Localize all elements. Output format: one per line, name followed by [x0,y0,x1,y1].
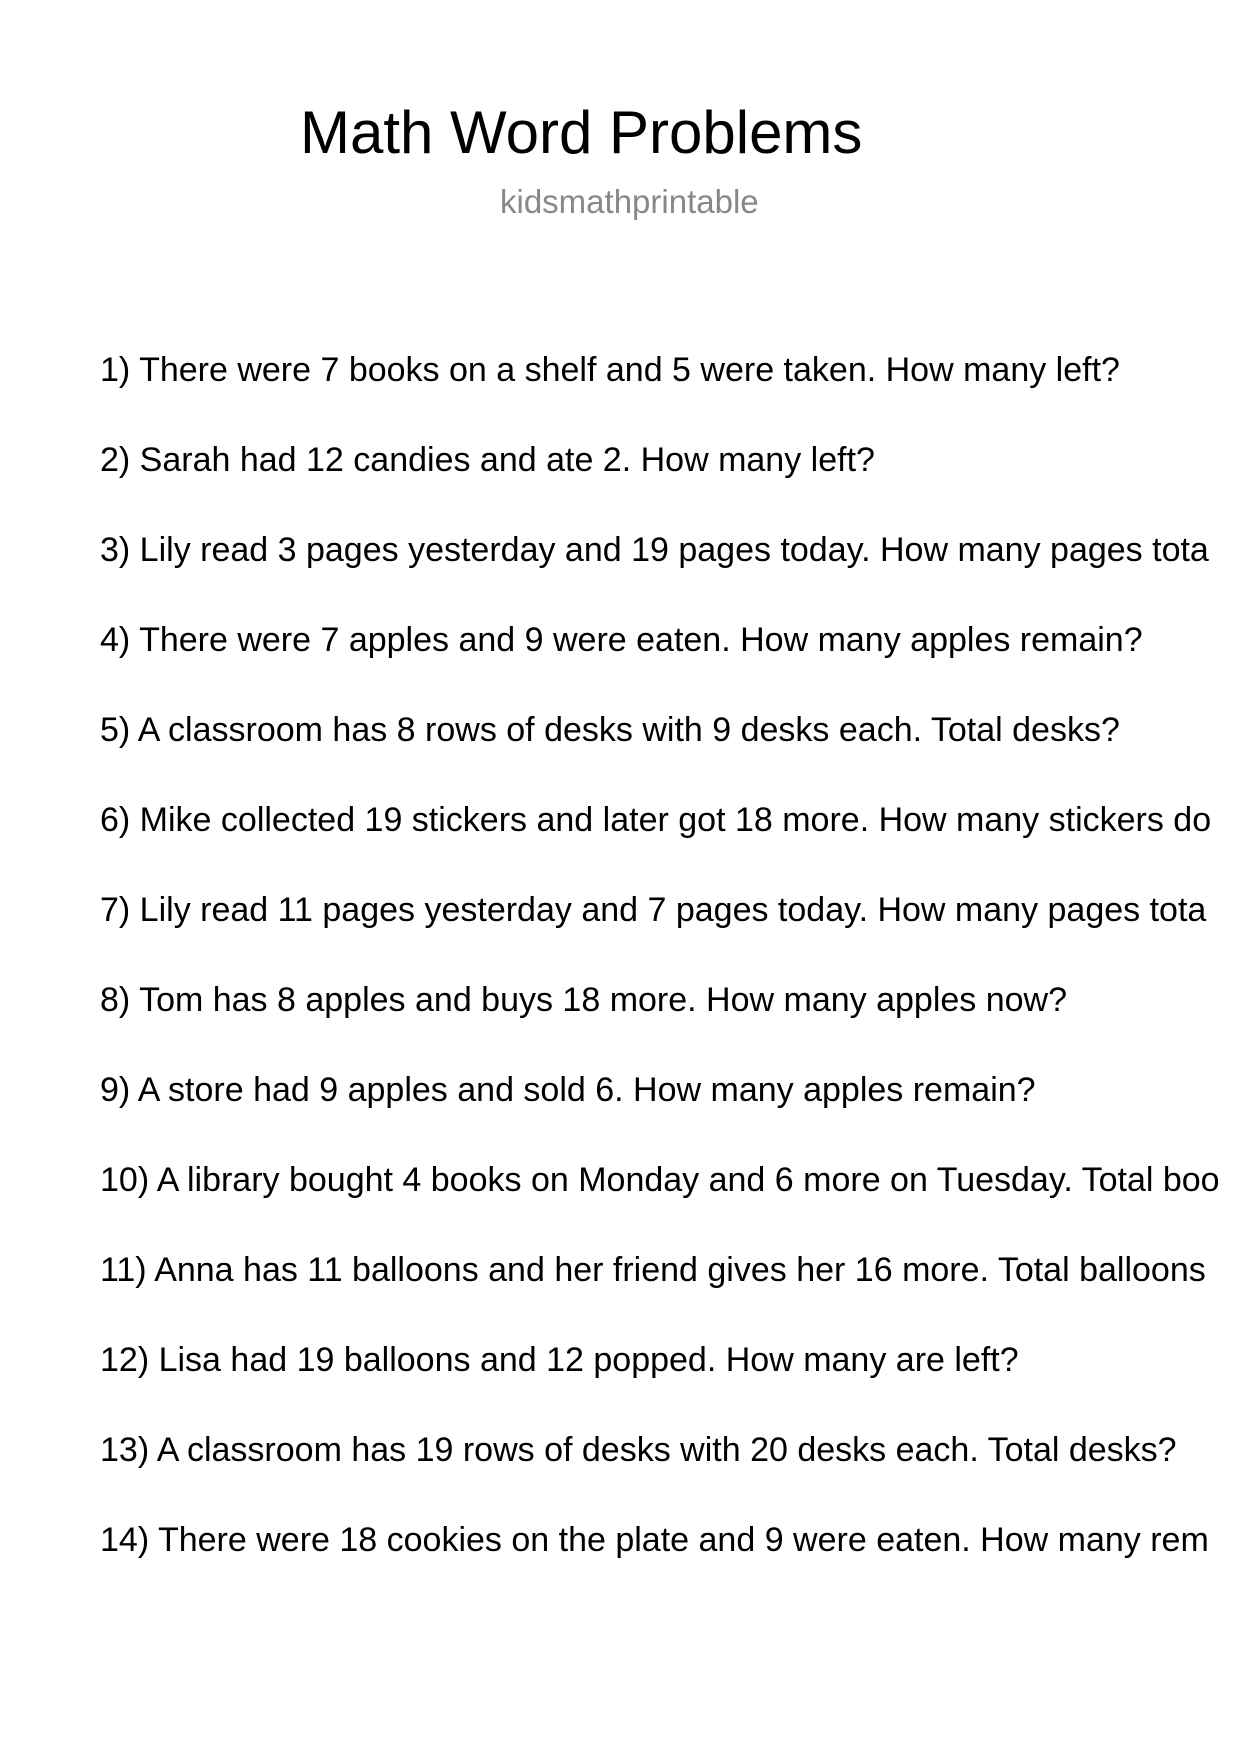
problem-item-14: 14) There were 18 cookies on the plate and 9 were eaten. How many rem [100,1521,1209,1559]
page-title: Math Word Problems [300,99,863,166]
problem-item-12: 12) Lisa had 19 balloons and 12 popped. How many are left? [100,1341,1019,1379]
page-subtitle: kidsmathprintable [500,183,759,220]
problem-item-10: 10) A library bought 4 books on Monday and 6 more on Tuesday. Total boo [100,1161,1220,1199]
problem-item-6: 6) Mike collected 19 stickers and later got 18 more. How many stickers do [100,801,1212,839]
problem-list [100,346,1240,1606]
problem-item-11: 11) Anna has 11 balloons and her friend gives her 16 more. Total balloons [100,1251,1206,1289]
problem-item-4: 4) There were 7 apples and 9 were eaten. How many apples remain? [100,621,1143,659]
problem-item-1: 1) There were 7 books on a shelf and 5 were taken. How many left? [100,351,1120,389]
problem-item-9: 9) A store had 9 apples and sold 6. How many apples remain? [100,1071,1036,1109]
problem-item-2: 2) Sarah had 12 candies and ate 2. How many left? [100,441,875,479]
problem-item-8: 8) Tom has 8 apples and buys 18 more. How many apples now? [100,981,1068,1019]
problem-item-5: 5) A classroom has 8 rows of desks with 9 desks each. Total desks? [100,711,1120,749]
problem-item-13: 13) A classroom has 19 rows of desks with 20 desks each. Total desks? [100,1431,1177,1469]
problem-item-3: 3) Lily read 3 pages yesterday and 19 pages today. How many pages tota [100,531,1209,569]
problem-item-7: 7) Lily read 11 pages yesterday and 7 pages today. How many pages tota [100,891,1207,929]
